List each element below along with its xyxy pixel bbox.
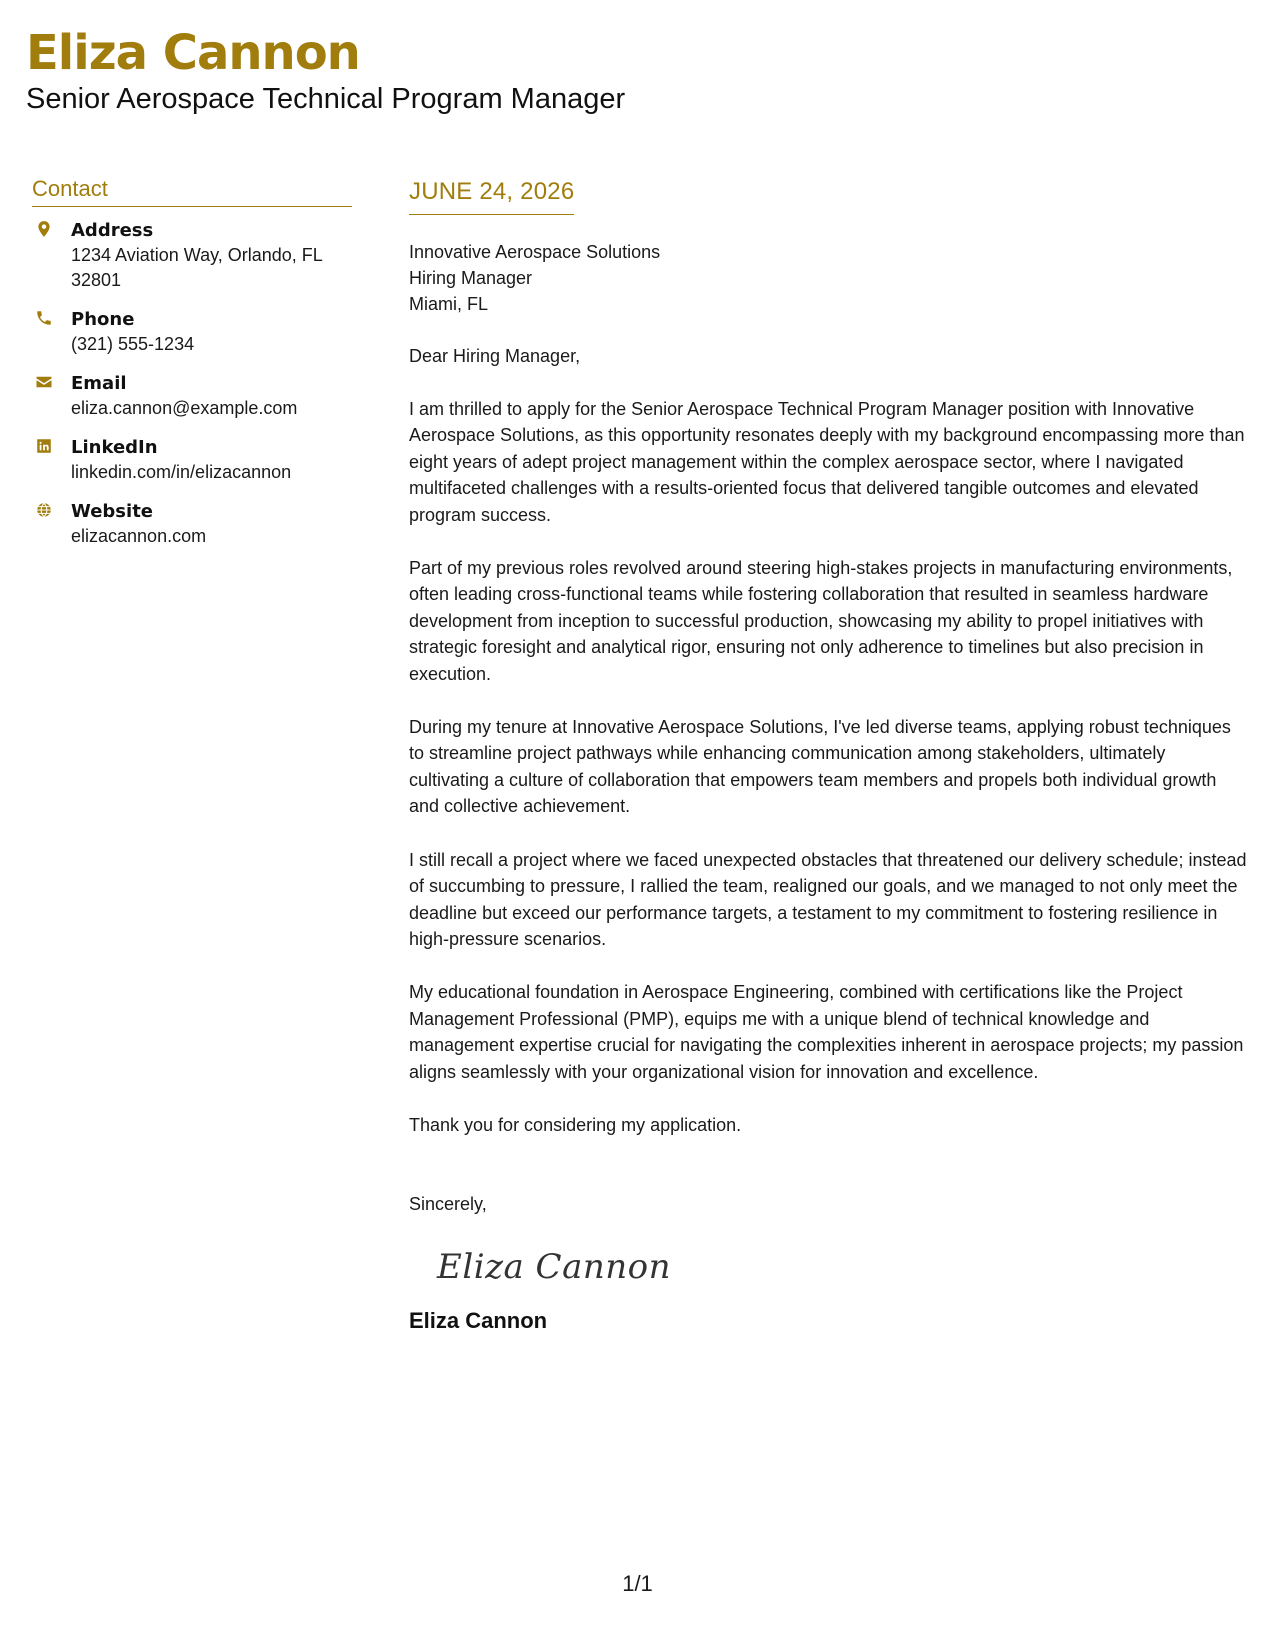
recipient-block xyxy=(409,239,1249,317)
recipient-location: Miami, FL xyxy=(409,294,489,314)
contact-label: LinkedIn xyxy=(71,437,158,458)
contact-label: Phone xyxy=(71,309,135,330)
contact-value: (321) 555-1234 xyxy=(71,334,195,354)
signer-name: Eliza Cannon xyxy=(409,1308,548,1334)
globe-icon xyxy=(35,501,53,519)
job-title: Senior Aerospace Technical Program Manager xyxy=(26,83,626,115)
contact-item-phone xyxy=(32,308,352,357)
map-pin-icon xyxy=(35,220,53,238)
letter-date: JUNE 24, 2026 xyxy=(409,178,574,215)
letter-body xyxy=(409,178,1249,1335)
letter-header xyxy=(26,22,625,115)
page-number: 1/1 xyxy=(622,1571,653,1596)
salutation: Dear Hiring Manager, xyxy=(409,346,581,366)
closing: Sincerely, xyxy=(409,1194,487,1215)
handwritten-signature: Eliza Cannon xyxy=(437,1247,672,1288)
envelope-icon xyxy=(35,373,53,391)
contact-sidebar xyxy=(32,176,352,564)
contact-item-linkedin xyxy=(32,436,352,485)
contact-label: Website xyxy=(71,501,154,522)
body-paragraph: Part of my previous roles revolved around steering high-stakes projects in manufacturing environments, often leading cross-functional teams while fostering collaboration that resulted in seamless hardware development from inception to successful production, showcasing my ability to propel initiatives with strategic foresight and analytical rigor, ensuring not only adherence to timelines but also precision in execution. xyxy=(409,558,1233,684)
thank-you-paragraph: Thank you for considering my application. xyxy=(409,1114,742,1135)
contact-label: Address xyxy=(71,220,154,241)
contact-item-address xyxy=(32,219,352,293)
contact-label: Email xyxy=(71,373,127,394)
applicant-name: Eliza Cannon xyxy=(26,25,360,81)
contact-list xyxy=(32,219,352,549)
recipient-company: Innovative Aerospace Solutions xyxy=(409,242,661,262)
body-paragraph: During my tenure at Innovative Aerospace Solutions, I've led diverse teams, applying robust techniques to streamline project pathways while enhancing communication among stakeholders, ultimately cultivating a culture of collaboration that empowers team members and propels both individual growth and collective achievement. xyxy=(409,717,1231,817)
contact-value: 1234 Aviation Way, Orlando, FL 32801 xyxy=(71,245,323,290)
contact-value[interactable]: linkedin.com/in/elizacannon xyxy=(71,462,292,482)
linkedin-icon xyxy=(35,437,53,455)
body-paragraph: I am thrilled to apply for the Senior Aerospace Technical Program Manager position with Innovative Aerospace Solutions, as this opportunity resonates deeply with my background encompassing more than eight years of adept project management within the complex aerospace sector, where I navigated multifaceted challenges with a results-oriented focus that delivered tangible outcomes and elevated program success. xyxy=(409,399,1245,525)
contact-item-website xyxy=(32,500,352,549)
phone-icon xyxy=(35,309,53,327)
recipient-role: Hiring Manager xyxy=(409,268,533,288)
contact-heading: Contact xyxy=(32,176,352,207)
contact-item-email xyxy=(32,372,352,421)
body-paragraph: My educational foundation in Aerospace Engineering, combined with certifications like the Project Management Professional (PMP), equips me with a unique blend of technical knowledge and management expertise crucial for navigating the complexities inherent in aerospace projects; my passion aligns seamlessly with your organizational vision for innovation and excellence. xyxy=(409,982,1244,1082)
contact-value[interactable]: elizacannon.com xyxy=(71,526,207,546)
contact-value[interactable]: eliza.cannon@example.com xyxy=(71,398,298,418)
body-paragraph: I still recall a project where we faced unexpected obstacles that threatened our delivery schedule; instead of succumbing to pressure, I rallied the team, realigned our goals, and we managed to not only meet the deadline but exceed our performance targets, a testament to my commitment to fostering resilience in high-pressure scenarios. xyxy=(409,849,1247,949)
